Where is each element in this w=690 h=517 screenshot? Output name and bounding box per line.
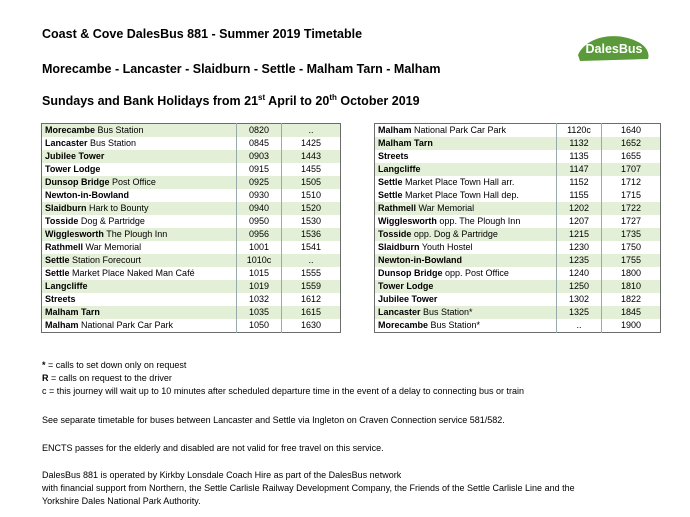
departure-time: 1015	[237, 267, 282, 280]
departure-time: 1900	[602, 319, 661, 333]
stop-name: Langcliffe	[375, 163, 557, 176]
stop-name: Malham Tarn	[42, 306, 237, 319]
table-row	[375, 293, 661, 306]
departure-time: 1230	[557, 241, 602, 254]
departure-time: 1202	[557, 202, 602, 215]
svg-text:DalesBus: DalesBus	[585, 42, 643, 56]
stop-name: Settle Station Forecourt	[42, 254, 237, 267]
departure-time: ..	[282, 254, 341, 267]
departure-time: 1640	[602, 124, 661, 138]
departure-time: 1302	[557, 293, 602, 306]
stop-name: Tower Lodge	[45, 164, 101, 174]
stop-name: Newton-in-Bowland	[45, 190, 129, 200]
table-row	[42, 241, 341, 254]
table-row	[42, 319, 341, 333]
stop-name: Rathmell War Memorial	[375, 202, 557, 215]
table-row	[42, 124, 341, 138]
table-row	[42, 202, 341, 215]
stop-name: Settle Market Place Town Hall dep.	[378, 190, 519, 200]
stop-name: Slaidburn Youth Hostel	[378, 242, 473, 252]
table-row	[42, 163, 341, 176]
stop-name: Wigglesworth opp. The Plough Inn	[378, 216, 521, 226]
table-row	[375, 124, 661, 138]
departure-time: 1240	[557, 267, 602, 280]
stop-name: Malham Tarn	[375, 137, 557, 150]
legend-item: * = calls to set down only on request	[42, 360, 187, 370]
departure-time: 1559	[282, 280, 341, 293]
departure-time: 1750	[602, 241, 661, 254]
departure-time: 1132	[557, 137, 602, 150]
departure-time: 1155	[557, 189, 602, 202]
departure-time: 1135	[557, 150, 602, 163]
stop-name: Jubilee Tower	[378, 294, 438, 304]
table-row	[375, 202, 661, 215]
table-row	[375, 280, 661, 293]
departure-time: 1120c	[557, 124, 602, 138]
dalesbus-logo	[574, 33, 652, 65]
stop-name: Dunsop Bridge Post Office	[42, 176, 237, 189]
departure-time: 1727	[602, 215, 661, 228]
departure-time: 1652	[602, 137, 661, 150]
departure-time: 0950	[237, 215, 282, 228]
departure-time: 1810	[602, 280, 661, 293]
encts-note: ENCTS passes for the elderly and disabled are not valid for free travel on this service.	[42, 443, 384, 453]
table-row	[42, 228, 341, 241]
stop-name: Streets	[45, 294, 76, 304]
stop-name: Jubilee Tower	[42, 150, 237, 163]
departure-time: 0903	[237, 150, 282, 163]
departure-time: 1050	[237, 319, 282, 333]
table-row	[375, 215, 661, 228]
table-row	[375, 241, 661, 254]
departure-time: 1555	[282, 267, 341, 280]
table-row	[375, 189, 661, 202]
table-row	[42, 137, 341, 150]
date-range: Sundays and Bank Holidays from 21st April to 20th October 2019	[42, 92, 420, 108]
departure-time: 1800	[602, 267, 661, 280]
table-row	[42, 215, 341, 228]
table-row	[375, 267, 661, 280]
table-row	[375, 137, 661, 150]
departure-time: 1325	[557, 306, 602, 319]
stop-name: Tosside opp. Dog & Partridge	[375, 228, 557, 241]
stop-name: Lancaster Bus Station*	[375, 306, 557, 319]
departure-time: 1215	[557, 228, 602, 241]
departure-time: ..	[557, 319, 602, 333]
table-row	[375, 176, 661, 189]
table-row	[42, 176, 341, 189]
legend	[42, 359, 524, 398]
stop-name: Slaidburn Hark to Bounty	[42, 202, 237, 215]
departure-time: 1207	[557, 215, 602, 228]
legend-item: c = this journey will wait up to 10 minutes after scheduled departure time in the event of a delay to connecting bus or train	[42, 386, 525, 396]
departure-time: 0820	[237, 124, 282, 138]
table-row	[42, 293, 341, 306]
departure-time: 0956	[237, 228, 282, 241]
departure-time: 1715	[602, 189, 661, 202]
departure-time: 0925	[237, 176, 282, 189]
stop-name: Streets	[378, 151, 409, 161]
table-row	[42, 150, 341, 163]
table-row	[375, 319, 661, 333]
stop-name: Tosside Dog & Partridge	[45, 216, 145, 226]
stop-name: Wigglesworth The Plough Inn	[42, 228, 237, 241]
departure-time: 1019	[237, 280, 282, 293]
departure-time: 1822	[602, 293, 661, 306]
departure-time: 1722	[602, 202, 661, 215]
table-row	[42, 254, 341, 267]
departure-time: 0930	[237, 189, 282, 202]
departure-time: ..	[282, 124, 341, 138]
departure-time: 1712	[602, 176, 661, 189]
legend-item: R = calls on request to the driver	[42, 373, 172, 383]
stop-name: Morecambe Bus Station	[42, 124, 237, 138]
departure-time: 1530	[282, 215, 341, 228]
departure-time: 1152	[557, 176, 602, 189]
departure-time: 1443	[282, 150, 341, 163]
departure-time: 1536	[282, 228, 341, 241]
departure-time: 1707	[602, 163, 661, 176]
departure-time: 0915	[237, 163, 282, 176]
table-row	[42, 306, 341, 319]
table-row	[375, 306, 661, 319]
departure-time: 1755	[602, 254, 661, 267]
stop-name: Lancaster Bus Station	[45, 138, 137, 148]
departure-time: 1001	[237, 241, 282, 254]
departure-time: 1655	[602, 150, 661, 163]
timetable-title: Coast & Cove DalesBus 881 - Summer 2019 Timetable	[42, 27, 363, 41]
return-timetable	[374, 123, 661, 333]
stop-name: Rathmell War Memorial	[45, 242, 142, 252]
table-row	[375, 228, 661, 241]
departure-time: 1010c	[237, 254, 282, 267]
departure-time: 1035	[237, 306, 282, 319]
stop-name: Malham National Park Car Park	[45, 320, 174, 330]
stop-name: Settle Market Place Town Hall arr.	[378, 177, 515, 187]
departure-time: 1612	[282, 293, 341, 306]
table-row	[375, 150, 661, 163]
route-title: Morecambe - Lancaster - Slaidburn - Settle - Malham Tarn - Malham	[42, 62, 441, 76]
outbound-timetable	[41, 123, 341, 333]
departure-time: 1615	[282, 306, 341, 319]
stop-name: Morecambe Bus Station*	[378, 320, 481, 330]
departure-time: 1425	[282, 137, 341, 150]
stop-name: Langcliffe	[42, 280, 237, 293]
table-row	[375, 254, 661, 267]
departure-time: 0845	[237, 137, 282, 150]
departure-time: 1147	[557, 163, 602, 176]
stop-name: Dunsop Bridge opp. Post Office	[378, 268, 509, 278]
departure-time: 1541	[282, 241, 341, 254]
departure-time: 1510	[282, 189, 341, 202]
stop-name: Newton-in-Bowland	[375, 254, 557, 267]
table-row	[375, 163, 661, 176]
departure-time: 1505	[282, 176, 341, 189]
table-row	[42, 280, 341, 293]
departure-time: 1455	[282, 163, 341, 176]
departure-time: 1845	[602, 306, 661, 319]
table-row	[42, 267, 341, 280]
departure-time: 1630	[282, 319, 341, 333]
stop-name: Tower Lodge	[375, 280, 557, 293]
departure-time: 1520	[282, 202, 341, 215]
stop-name: Malham National Park Car Park	[378, 125, 507, 135]
table-row	[42, 189, 341, 202]
departure-time: 0940	[237, 202, 282, 215]
stop-name: Settle Market Place Naked Man Café	[45, 268, 195, 278]
departure-time: 1735	[602, 228, 661, 241]
separate-timetable-note: See separate timetable for buses between Lancaster and Settle via Ingleton on Craven Connection service 581/582.	[42, 415, 505, 425]
departure-time: 1250	[557, 280, 602, 293]
departure-time: 1235	[557, 254, 602, 267]
departure-time: 1032	[237, 293, 282, 306]
operator-note: DalesBus 881 is operated by Kirkby Lonsdale Coach Hire as part of the DalesBus network with financial support from Northern, the Settle Carlisle Railway Development Company, the Friends of the Settle Carlisle Line and the Yorkshire Dales National Park Authority.	[42, 470, 575, 506]
